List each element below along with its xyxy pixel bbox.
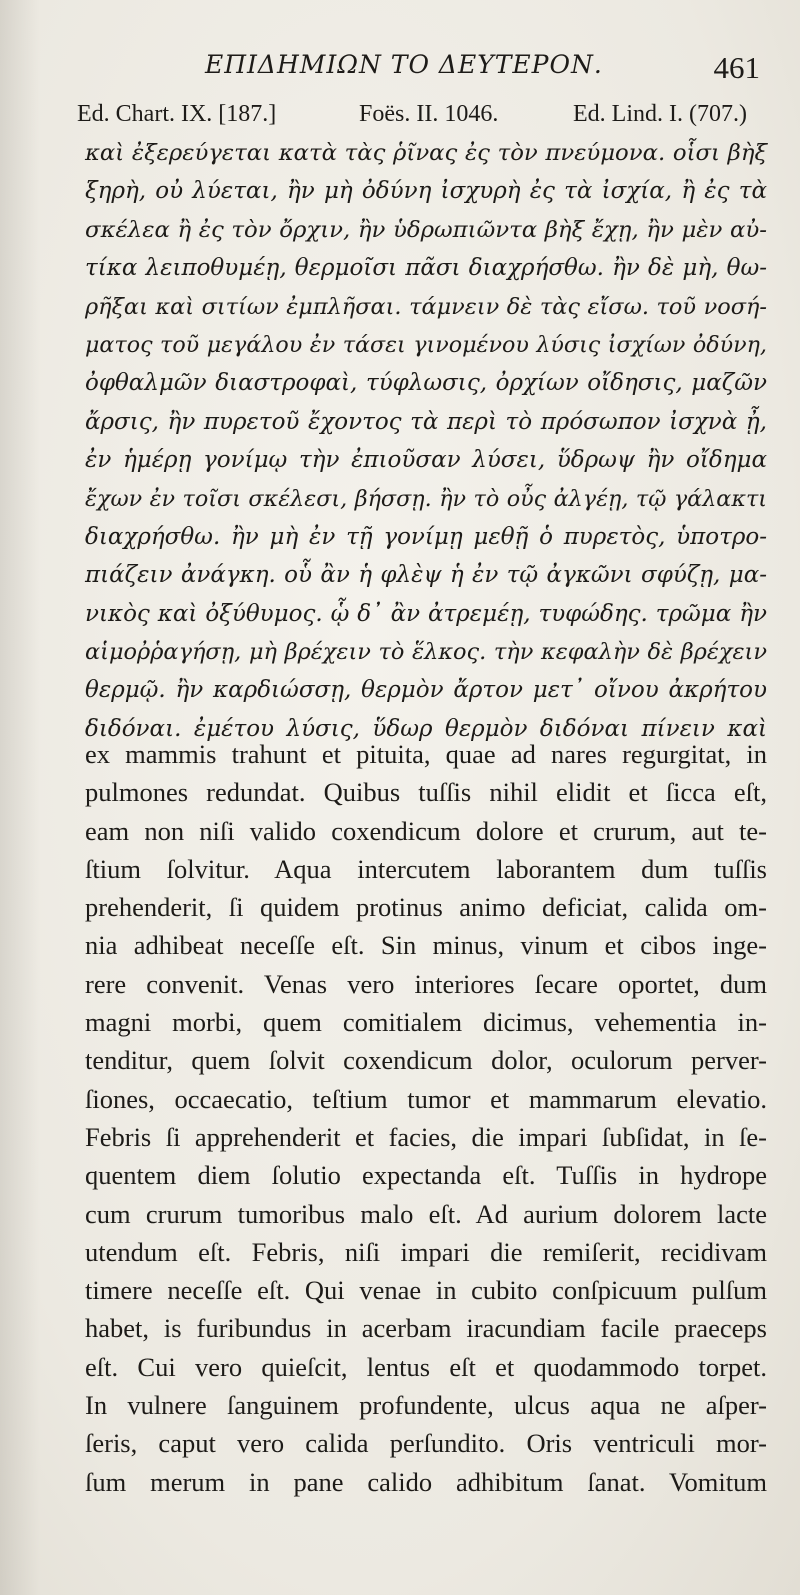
latin-text-line: eam non niſi valido coxendicum dolore et crurum, aut te-	[85, 815, 767, 846]
greek-text-line: ξηρὴ, οὐ λύεται, ἢν μὴ ὀδύνη ἰσχυρὴ ἐς τὰ ἰσχία, ἢ ἐς τὰ	[85, 178, 767, 205]
latin-text-line: prehenderit, ſi quidem protinus animo deficiat, calida om-	[85, 892, 767, 923]
foesius-reference: Foës. II. 1046.	[359, 101, 499, 127]
greek-text-line: πιάζειν ἀνάγκη. οὗ ἂν ἡ φλὲψ ἡ ἐν τῷ ἀγκῶνι σφύζῃ, μα-	[85, 562, 767, 589]
greek-text-line: αἱμοῤῥαγήσῃ, μὴ βρέχειν τὸ ἕλκος. τὴν κεφαλὴν δὲ βρέχειν	[85, 639, 767, 666]
running-title: ΕΠΙΔΗΜΙΩΝ ΤΟ ΔΕΥΤΕΡΟΝ.	[205, 50, 603, 79]
latin-text-line: In vulnere ſanguinem profundente, ulcus aqua ne aſper-	[85, 1390, 767, 1421]
latin-text-line: nia adhibeat neceſſe eſt. Sin minus, vinum et cibos inge-	[85, 930, 767, 961]
latin-text-block	[85, 735, 767, 1501]
greek-text-line: ἐν ἡμέρῃ γονίμῳ τὴν ἐπιοῦσαν λύσει, ὕδρωψ ἢν οἴδημα	[85, 447, 767, 474]
greek-text-line: ρῆξαι καὶ σιτίων ἐμπλῆσαι. τάμνειν δὲ τὰς εἴσω. τοῦ νοσή-	[85, 293, 767, 320]
latin-text-line: habet, is furibundus in acerbam iracundiam facile praeceps	[85, 1313, 767, 1344]
latin-text-line: cum crurum tumoribus malo eſt. Ad aurium dolorem lacte	[85, 1198, 767, 1229]
greek-text-line: διαχρήσθω. ἢν μὴ ἐν τῇ γονίμῃ μεθῇ ὁ πυρετὸς, ὑποτρο-	[85, 523, 767, 550]
gutter-shadow	[0, 0, 40, 1595]
greek-text-line: σκέλεα ἢ ἐς τὸν ὄρχιν, ἢν ὑδρωπιῶντα βὴξ ἔχῃ, ἢν μὲν αὐ-	[85, 216, 767, 243]
greek-text-line: νικὸς καὶ ὀξύθυμος. ᾧ δ᾽ ἂν ἀτρεμέῃ, τυφώδης. τρῶμα ἢν	[85, 600, 767, 627]
latin-text-line: utendum eſt. Febris, niſi impari die remiſerit, recidivam	[85, 1236, 767, 1267]
linden-reference: Ed. Lind. I. (707.)	[573, 101, 747, 127]
latin-text-line: ex mammis trahunt et pituita, quae ad nares regurgitat, in	[85, 739, 767, 769]
latin-text-line: ſum merum in pane calido adhibitum ſanat. Vomitum	[85, 1466, 767, 1497]
latin-text-line: ſeris, caput vero calida perſundito. Oris ventriculi mor-	[85, 1428, 767, 1459]
latin-text-line: timere neceſſe eſt. Qui venae in cubito conſpicuum pulſum	[85, 1275, 767, 1306]
greek-text-line: τίκα λειποθυμέῃ, θερμοῖσι πᾶσι διαχρήσθω. ἢν δὲ μὴ, θω-	[85, 255, 767, 282]
latin-text-line: tenditur, quem ſolvit coxendicum dolor, oculorum perver-	[85, 1045, 767, 1076]
running-head	[60, 46, 770, 96]
latin-text-line: rere convenit. Venas vero interiores ſecare oportet, dum	[85, 968, 767, 999]
latin-text-line: ſtium ſolvitur. Aqua intercutem laborantem dum tuſſis	[85, 853, 767, 884]
greek-text-block	[85, 134, 767, 748]
latin-text-line: quentem diem ſolutio expectanda eſt. Tuſſis in hydrope	[85, 1160, 767, 1191]
greek-text-line: θερμῷ. ἢν καρδιώσσῃ, θερμὸν ἄρτον μετ᾽ οἴνου ἀκρήτου	[85, 677, 767, 704]
edition-references	[77, 101, 767, 135]
page-number: 461	[713, 50, 760, 85]
greek-text-line: καὶ ἐξερεύγεται κατὰ τὰς ῥῖνας ἐς τὸν πνεύμονα. οἷσι βὴξ	[85, 140, 767, 166]
latin-text-line: eſt. Cui vero quieſcit, lentus eſt et quodammodo torpet.	[85, 1351, 767, 1382]
greek-text-line: ὀφθαλμῶν διαστροφαὶ, τύφλωσις, ὀρχίων οἴδησις, μαζῶν	[85, 370, 767, 397]
latin-text-line: pulmones redundat. Quibus tuſſis nihil elidit et ſicca eſt,	[85, 777, 767, 808]
greek-text-line: ἄρσις, ἢν πυρετοῦ ἔχοντος τὰ περὶ τὸ πρόσωπον ἰσχνὰ ᾖ,	[85, 408, 767, 435]
latin-text-line: magni morbi, quem comitialem dicimus, vehementia in-	[85, 1007, 767, 1038]
latin-text-line: ſiones, occaecatio, teſtium tumor et mammarum elevatio.	[85, 1083, 767, 1114]
latin-text-line: Febris ſi apprehenderit et facies, die impari ſubſidat, in ſe-	[85, 1121, 767, 1152]
greek-text-line: διδόναι. ἐμέτου λύσις, ὕδωρ θερμὸν διδόναι πίνειν καὶ	[85, 715, 767, 742]
greek-text-line: ἔχων ἐν τοῖσι σκέλεσι, βήσσῃ. ἢν τὸ οὖς ἀλγέῃ, τῷ γάλακτι	[85, 485, 767, 512]
chartier-reference: Ed. Chart. IX. [187.]	[77, 101, 277, 127]
greek-text-line: ματος τοῦ μεγάλου ἐν τάσει γινομένου λύσις ἰσχίων ὀδύνη,	[85, 331, 767, 358]
